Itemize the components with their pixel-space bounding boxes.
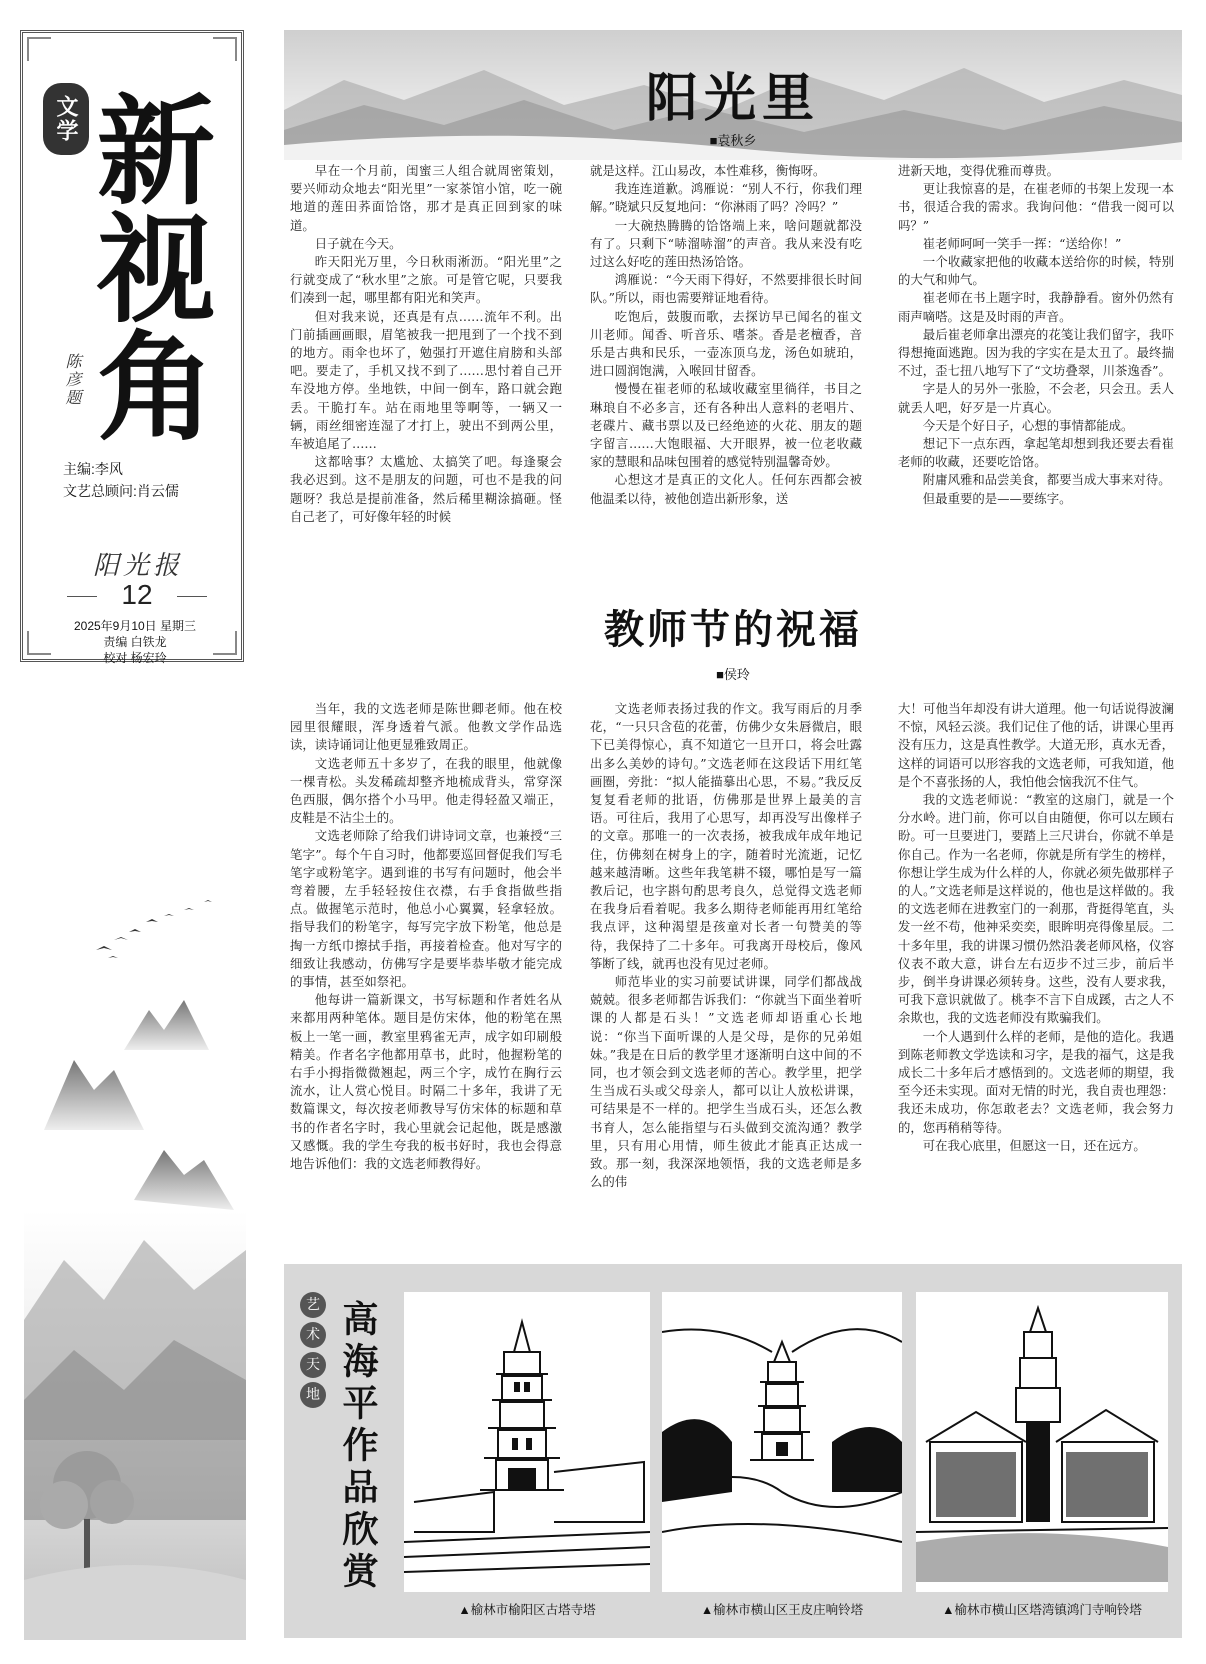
paragraph: 日子就在今天。	[314, 235, 402, 251]
artwork-caption: ▲榆林市横山区塔湾镇鸿门寺响铃塔	[942, 1603, 1142, 1617]
section-seal: 文学	[43, 83, 89, 155]
article2-column-1	[290, 700, 562, 1173]
page-number: 12	[121, 579, 153, 610]
artwork-frame	[404, 1292, 650, 1592]
responsible-editor: 责编 白铁龙	[103, 635, 167, 649]
section-tag-char: 艺	[300, 1292, 326, 1318]
corner-ornament	[27, 37, 51, 61]
paragraph: 慢慢在崔老师的私域收藏室里徜徉，书目之琳琅自不必多言，还有各种出人意料的老唱片、老碟片、藏书票以及已经绝迹的火花、朋友的题字留言……大饱眼福、大开眼界，被一位老收藏家的慧眼和品味包围着的感觉特别温馨奇妙。	[590, 381, 862, 470]
paragraph: 可在我心底里，但愿这一日，还在远方。	[922, 1137, 1146, 1153]
paragraph: 我连连道歉。鸿雁说：“别人不行，你我们理解。”晓斌只反复地问：“你淋雨了吗？冷吗？”	[590, 181, 862, 215]
paragraph: 一个收藏家把他的收藏本送给你的时候，特别的大气和帅气。	[898, 254, 1174, 288]
ground	[24, 1565, 246, 1640]
article1-column-3	[898, 162, 1174, 508]
article1-column-1	[290, 162, 562, 526]
article-title: 阳光里	[645, 68, 820, 129]
paragraph: 大！可他当年却没有讲大道理。他一句话说得波澜不惊，风轻云淡。我们记住了他的话，讲课心里再没有压力，这是真性教学。大道无形，真水无香，这样的词语可以形容我的文选老师，可我知道，他是个不喜张扬的人，我怕他会恼我沉不住气。	[898, 701, 1174, 789]
bird-flock	[96, 900, 212, 958]
paragraph: 但对我来说，还真是有点……流年不利。出门前插画画眼，眉笔被我一把甩到了一个找不到的地方。雨伞也坏了，勉强打开遮住肩膀和头部吧。要走了，手机又找不到了……思忖着自己开车没地方停。坐地铁，中间一倒车，路口就会跑丢。干脆打车。站在雨地里等啊等，一辆又一辆，雨丝细密连湿了才打上，驶出不到两公里，车被追尾了……	[290, 308, 562, 452]
paragraph: 当年，我的文选老师是陈世卿老师。他在校园里很耀眼，浑身透着气派。他教文学作品选读，读诗诵词让他更显雅致周正。	[290, 701, 562, 753]
editor-credit: 主编:李风	[63, 461, 123, 477]
landscape-illustration	[24, 880, 246, 1640]
paragraph: 崔老师在书上题字时，我静静看。窗外仍然有雨声嘀嗒。这是及时雨的声音。	[898, 290, 1174, 324]
article1-column-2	[590, 162, 862, 508]
artwork-frame	[662, 1292, 902, 1592]
issue-date: 2025年9月10日 星期三	[73, 619, 197, 633]
paragraph: 这都啥事？太尴尬、太搞笑了吧。每逢聚会我必迟到。这不是朋友的问题，可也不是我的问题呀？我总是提前准备，然后稀里糊涂搞砸。怪自己老了，可好像年轻的时候	[290, 454, 562, 524]
paragraph: 就是这样。江山易改，本性难移，衡悔呀。	[590, 163, 826, 178]
paragraph: 我的文选老师说：“教室的这扇门，就是一个分水岭。进门前，你可以自由随便，你可以左顾右盼。可一旦要进门，要踏上三尺讲台，你就不单是你自己。作为一名老师，你就是所有学生的榜样，你想让学生成为什么样的人，你就必须先做那样子的人。”文选老师是这样说的，他也是这样做的。我的文选老师在进教室门的一刹那，背挺得笔直，头发一丝不苟，他神采奕奕，眼眸明亮得像星辰。二十多年里，我的讲课习惯仍然沿袭老师风格，仪容仪表不敢大意，讲台左右迈步不过三步，前后半步，倒半身讲课必须转身。这些，没有人要求我，可我下意识就做了。桃李不言下自成蹊，古之人不余欺也，我的文选老师没有欺骗我们。	[898, 792, 1174, 1026]
paragraph: 文选老师五十多岁了，在我的眼里，他就像一棵青松。头发稀疏却整齐地梳成背头，常穿深色西服，偶尔搭个小马甲。他走得轻盈又端正，皮鞋是不沾尘土的。	[290, 755, 562, 826]
paragraph: 昨天阳光万里，今日秋雨淅沥。“阳光里”之行就变成了“秋水里”之旅。可是管它呢，只要我们凑到一起，哪里都有阳光和笑声。	[290, 254, 562, 306]
article2-column-3	[898, 700, 1174, 1155]
masthead-char-3: 角	[96, 318, 215, 457]
paragraph: 今天是个好日子，心想的事情都能成。	[922, 417, 1134, 433]
calligrapher-inscription: 陈彦题	[63, 353, 82, 407]
page-number-block	[67, 579, 207, 613]
article-title: 教师节的祝福	[604, 606, 862, 653]
paragraph: 吃饱后，鼓腹而歌，去探访早已闻名的崔文川老师。闻香、听音乐、嗜茶。香是老檀香，音乐是古典和民乐，一壶冻顶乌龙，汤色如琥珀，进口圆润饱满，入喉回甘留香。	[590, 308, 862, 379]
paragraph: 一个人遇到什么样的老师，是他的造化。我遇到陈老师教文学选读和习字，是我的福气，这是我成长二十多年后才感悟到的。文选老师的期望，我至今还未实现。面对无情的时光，我自责也理怨：我还未成功，你怎敢老去？文选老师，我会努力的，您再稍稍等待。	[898, 1028, 1174, 1135]
paragraph: 早在一个月前，闺蜜三人组合就周密策划，要兴师动众地去“阳光里”一家茶馆小馆，吃一碗地道的莲田荞面饸饹，那才是真正回到家的味道。	[290, 163, 562, 233]
paragraph: 文选老师除了给我们讲诗词文章，也兼授“三笔字”。每个午自习时，他都要巡回督促我们写毛笔字或粉笔字。遇到谁的书写有问题时，他会半弯着腰，左手轻轻按住衣襟，右手食指做些指点。做握笔示范时，他总小心翼翼，轻拿轻放。指导我们的粉笔字，每写完字放下粉笔，他总是掏一方纸巾擦拭手指，再接着检查。他对写字的细致让我感动，仿佛写字是要毕恭毕敬才能完成的事情，甚至如祭祀。	[290, 828, 562, 990]
paragraph: 附庸风雅和品尝美食，都要当成大事来对待。	[922, 472, 1171, 488]
mountain-peak	[124, 1000, 209, 1050]
paragraph: 字是人的另外一张脸，不会老，只会丑。丢人就丢人吧，好歹是一片真心。	[898, 381, 1174, 415]
paragraph: 他每讲一篇新课文，书写标题和作者姓名从来都用两种笔体。题目是仿宋体，他的粉笔在黑板上一笔一画，教室里鸦雀无声，成字如印刷般精美。作者名字他都用草书，此时，他握粉笔的右手小拇指微微翘起，两三个字，成竹在胸行云流水，让人赏心悦目。时隔二十多年，我讲了无数篇课文，每次按老师教导写仿宋体的标题和草书的作者名字时，我心里就会记起他，既是感激又感慨。我的学生夸我的板书好时，我也会得意地告诉他们：我的文选老师教得好。	[290, 992, 562, 1172]
artwork-caption: ▲榆林市榆阳区古塔寺塔	[458, 1603, 596, 1617]
section-tag-char: 地	[300, 1382, 326, 1408]
paragraph: 想记下一点东西，拿起笔却想到我还要去看崔老师的收藏，还要吃饸饹。	[898, 436, 1174, 470]
paragraph: 鸿雁说：“今天雨下得好，不然要排很长时间队。”所以，雨也需要辩证地看待。	[590, 272, 862, 306]
paragraph: 心想这才是真正的文化人。任何东西都会被他温柔以待，被他创造出新形象，送	[590, 472, 862, 506]
artwork-frame	[916, 1292, 1168, 1592]
paragraph: 进新天地，变得优雅而尊贵。	[898, 163, 1060, 178]
paragraph: 崔老师呵呵一笑手一挥：“送给你！”	[922, 235, 1122, 251]
mountain-peak	[134, 1150, 234, 1210]
section-tag-char: 术	[300, 1322, 326, 1348]
article2-column-2	[590, 700, 862, 1191]
paragraph: 一大碗热腾腾的饸饹端上来，啥问题就都没有了。只剩下“哧溜哧溜”的声音。我从来没有吃过这么好吃的莲田热汤饸饹。	[590, 217, 862, 270]
consultant-credit: 文艺总顾问:肖云儒	[63, 483, 179, 499]
masthead	[20, 30, 244, 665]
paragraph: 但最重要的是——要练字。	[922, 490, 1072, 506]
corner-ornament	[213, 37, 237, 61]
proofreader: 校对 杨宏玲	[103, 651, 167, 665]
masthead-char-1: 新	[96, 82, 215, 221]
divider	[177, 596, 207, 597]
mountain-peak	[44, 1060, 144, 1130]
masthead-char-2: 视	[96, 200, 215, 339]
paper-name: 阳光报	[92, 551, 183, 581]
art-section-title: 高海平作品欣赏	[337, 1300, 379, 1594]
paragraph: 最后崔老师拿出漂亮的花笺让我们留字，我吓得想掩面逃跑。因为我的字实在是太丑了。最终揣不过，歪七扭八地写下了“文坊叠翠，川茶逸香”。	[898, 326, 1174, 379]
pagoda-sketch	[404, 1292, 650, 1592]
section-tag-char: 天	[300, 1352, 326, 1378]
article-byline: ■袁秋乡	[709, 133, 757, 148]
pagoda-sketch	[916, 1292, 1168, 1592]
paragraph: 文选老师表扬过我的作文。我写雨后的月季花，“一只只含苞的花蕾，仿佛少女朱唇微启，眼下已美得惊心，真不知道它一旦开口，将会吐露出多么美妙的诗句。”文选老师在这段话下用红笔画圈，旁批：“拟人能描摹出心思，不易。”我反反复复看老师的批语，仿佛那是世界上最美的言语。可往后，我用了心思写，却再没写出像样子的文章。那唯一的一次表扬，被我成年成年地记住，仿佛刻在树身上的字，随着时光流逝，记忆越来越清晰。这些年我笔耕不辍，哪怕是写一篇教后记，也字斟句酌思考良久，总觉得文选老师在我身后看着呢。我多么期待老师能再用红笔给我点评，这种渴望是孩童对长者一句赞美的等待，我保持了二十多年。可我离开母校后，像风筝断了线，就再也没有见过老师。	[590, 701, 862, 971]
paragraph: 更让我惊喜的是，在崔老师的书架上发现一本书，很适合我的需求。我询问他：“借我一阅可以吗？”	[898, 181, 1174, 233]
article-byline: ■侯玲	[716, 667, 750, 682]
artwork-caption: ▲榆林市横山区王皮庄响铃塔	[700, 1603, 864, 1617]
paragraph: 师范毕业的实习前要试讲课，同学们都战战兢兢。很多老师都告诉我们：“你就当下面坐着听课的人都是石头！”文选老师却语重心长地说：“你当下面听课的人是父母，是你的兄弟姐妹。”我是在日后的教学里才逐渐明白这中间的不同，也才领会到文选老师的苦心。教学里，把学生当成石头或父母亲人，都可以让人放松讲课，可结果是不一样的。把学生当成石头，还怎么教书育人，怎么能指望与石头做到交流沟通？教学里，只有用心用情，师生彼此才能真正达成一致。那一刻，我深深地领悟，我的文选老师是多么的伟	[590, 974, 862, 1190]
pagoda-sketch	[662, 1292, 902, 1592]
